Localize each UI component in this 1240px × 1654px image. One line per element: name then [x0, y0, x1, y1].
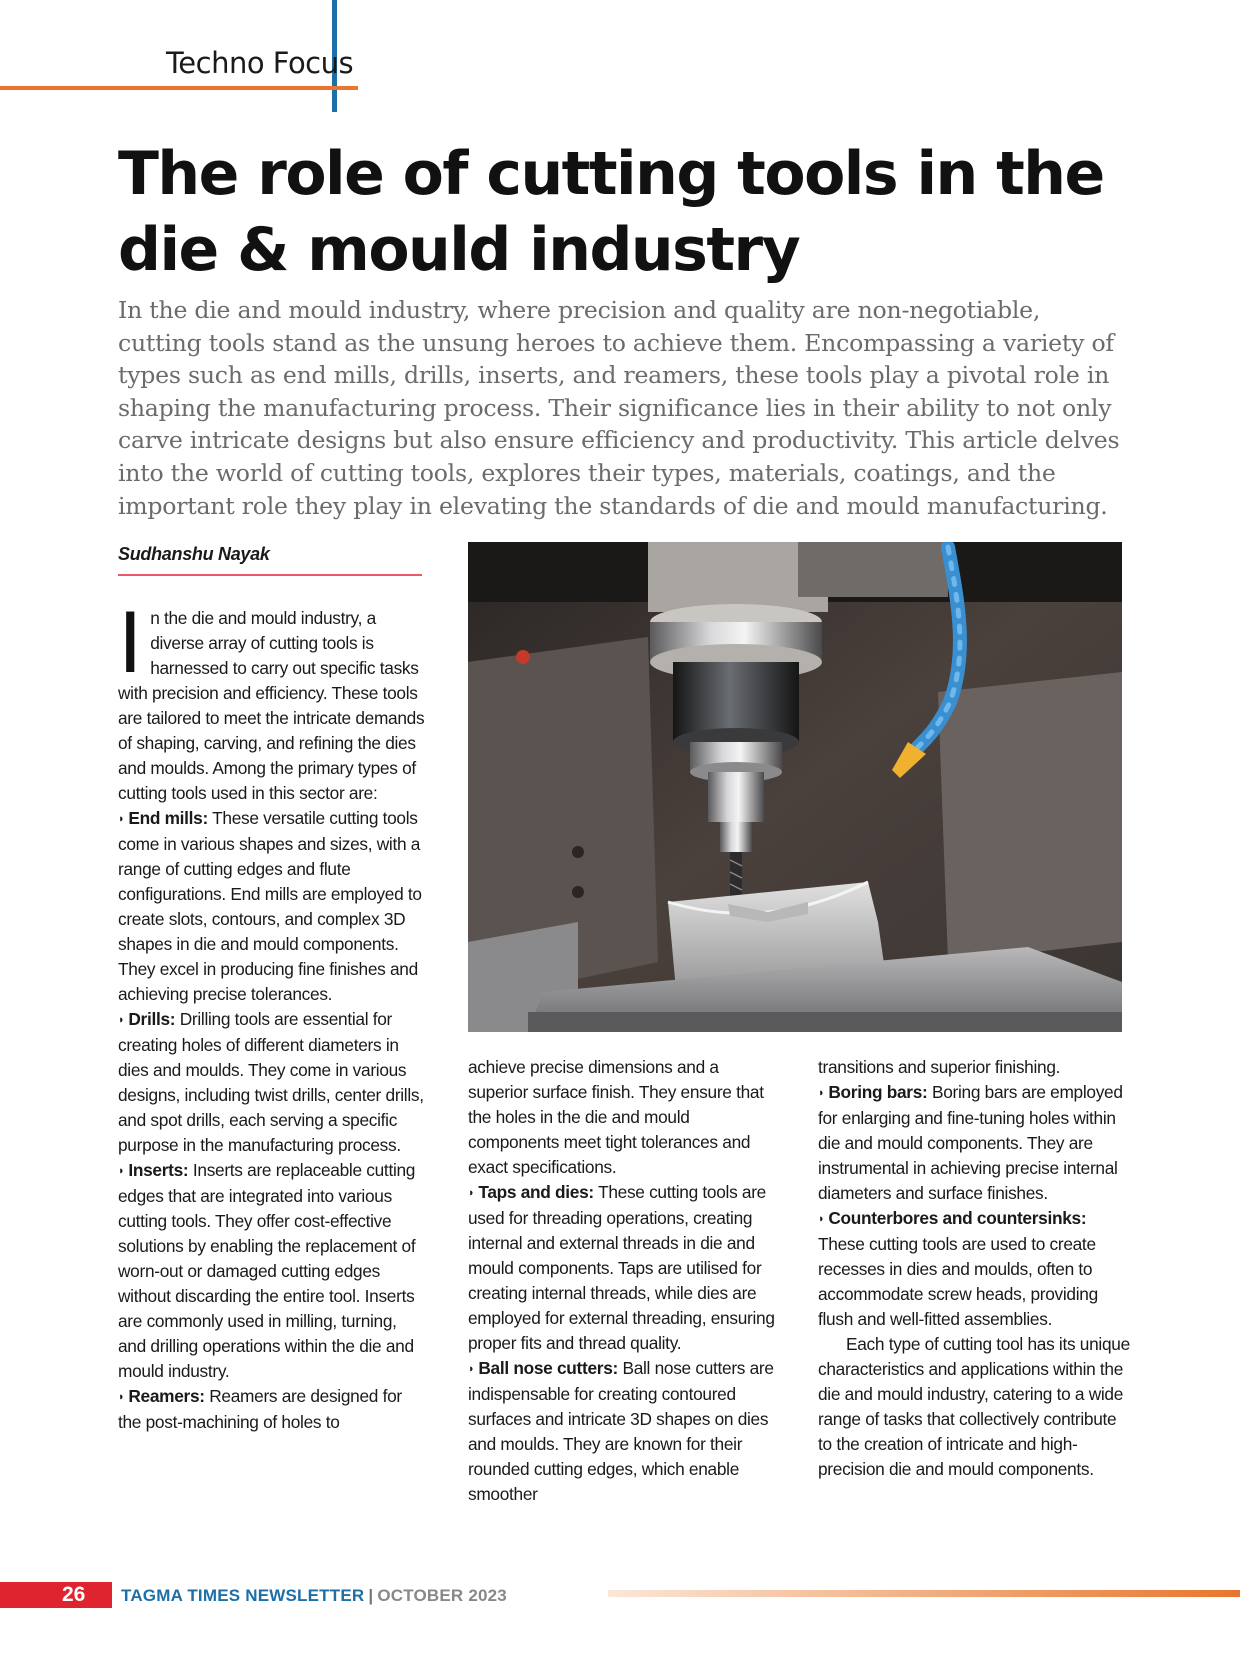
list-item: [818, 1206, 1130, 1332]
column-3: [818, 1055, 1130, 1482]
bullet-icon: ◗: [118, 1391, 125, 1403]
bullet-icon: ◗: [118, 1014, 125, 1026]
list-item: [468, 1180, 778, 1356]
page-number: 26: [62, 1583, 86, 1606]
item-term: Reamers:: [128, 1386, 205, 1406]
lead-text: n the die and mould industry, a diverse array of cutting tools is harnessed to carry out specific tasks with precision and efficiency. These tools are tailored to meet the intricate demands of shaping, carving, and refining the dies and moulds. Among the primary types of cutting tools used in this sector are:: [118, 608, 425, 803]
column-2: [468, 1055, 778, 1507]
closing-paragraph: Each type of cutting tool has its unique characteristics and applications within the die and mould industry, catering to a wide range of tasks that collectively contribute to the creation of intricate and high-precision die and mould components.: [818, 1334, 1130, 1479]
list-item: [118, 1158, 426, 1384]
item-text: Reamers are designed for the post-machining of holes to: [118, 1386, 402, 1432]
article-intro: In the die and mould industry, where precision and quality are non-negotiable, cutting tools stand as the unsung heroes to achieve them. Encompassing a variety of types such as end mills, drills, inserts, and reamers, these tools play a pivotal role in shaping the manufacturing process. Their significance lies in their ability to not only carve intricate designs but also ensure efficiency and productivity. This article delves into the world of cutting tools, explores their types, materials, coatings, and the important role they play in elevating the standards of die and mould manufacturing.: [118, 296, 1120, 520]
item-text: These cutting tools are used for threading operations, creating internal and external threads in die and mould components. Taps are utilised for creating internal threads, while dies are employed for external threading, ensuring proper fits and thread quality.: [468, 1182, 775, 1353]
item-text: These cutting tools are used to create recesses in dies and moulds, often to accommodate screw heads, providing flush and well-fitted assemblies.: [818, 1234, 1098, 1329]
footer-gradient-bar: [608, 1590, 1240, 1597]
lead-paragraph: [118, 595, 426, 806]
item-term: Inserts:: [128, 1160, 189, 1180]
cnc-spindle-illustration: [468, 542, 1122, 1032]
page-number-block: [0, 1582, 112, 1608]
item-term: End mills:: [128, 808, 208, 828]
item-term: Counterbores and countersinks:: [828, 1208, 1087, 1228]
item-term: Boring bars:: [828, 1082, 928, 1102]
bullet-icon: ◗: [468, 1187, 475, 1199]
item-term: Ball nose cutters:: [478, 1358, 618, 1378]
list-item: [118, 1384, 426, 1435]
bullet-icon: ◗: [468, 1363, 475, 1375]
column-1: [118, 595, 426, 1435]
item-text: Drilling tools are essential for creating holes of different diameters in dies and moulds. They come in various designs, including twist drills, center drills, and spot drills, each serving a specific purpose in the manufacturing process.: [118, 1009, 424, 1155]
item-term: Taps and dies:: [478, 1182, 594, 1202]
list-item: [118, 806, 426, 1007]
item-text: Ball nose cutters are indispensable for creating contoured surfaces and intricate 3D shapes on dies and moulds. They are known for their rounded cutting edges, which enable smoother: [468, 1358, 774, 1504]
header-orange-rule: [0, 86, 358, 90]
list-item: [468, 1356, 778, 1507]
drop-cap: I: [118, 595, 143, 692]
section-label: Techno Focus: [166, 46, 354, 80]
author-rule: [118, 574, 422, 576]
footer-separator: |: [368, 1586, 374, 1605]
list-item-continued: transitions and superior finishing.: [818, 1057, 1061, 1077]
article-title: The role of cutting tools in the die & mould industry: [118, 139, 1104, 285]
item-text: These versatile cutting tools come in various shapes and sizes, with a range of cutting edges and flute configurations. End mills are employed to create slots, contours, and complex 3D shapes in die and mould components. They excel in producing fine finishes and achieving precise tolerances.: [118, 808, 422, 1004]
publication-name: TAGMA TIMES NEWSLETTER: [121, 1586, 365, 1605]
author-byline: Sudhanshu Nayak: [118, 544, 270, 564]
item-text: Boring bars are employed for enlarging and fine-tuning holes within die and mould components. They are instrumental in achieving precise internal diameters and surface finishes.: [818, 1082, 1123, 1203]
footer-publication: [121, 1585, 507, 1607]
cnc-machine-photo: [468, 542, 1122, 1032]
issue-date: OCTOBER 2023: [377, 1586, 507, 1605]
item-term: Drills:: [128, 1009, 176, 1029]
bullet-icon: ◗: [118, 1165, 125, 1177]
bullet-icon: ◗: [818, 1087, 825, 1099]
bullet-icon: ◗: [818, 1213, 825, 1225]
list-item: [818, 1080, 1130, 1206]
bullet-icon: ◗: [118, 813, 125, 825]
item-text: Inserts are replaceable cutting edges that are integrated into various cutting tools. They offer cost-effective solutions by enabling the replacement of worn-out or damaged cutting edges without discarding the entire tool. Inserts are commonly used in milling, turning, and drilling operations within the die and mould industry.: [118, 1160, 416, 1381]
list-item: [118, 1007, 426, 1158]
list-item-continued: achieve precise dimensions and a superior surface finish. They ensure that the holes in the die and mould components meet tight tolerances and exact specifications.: [468, 1057, 764, 1177]
